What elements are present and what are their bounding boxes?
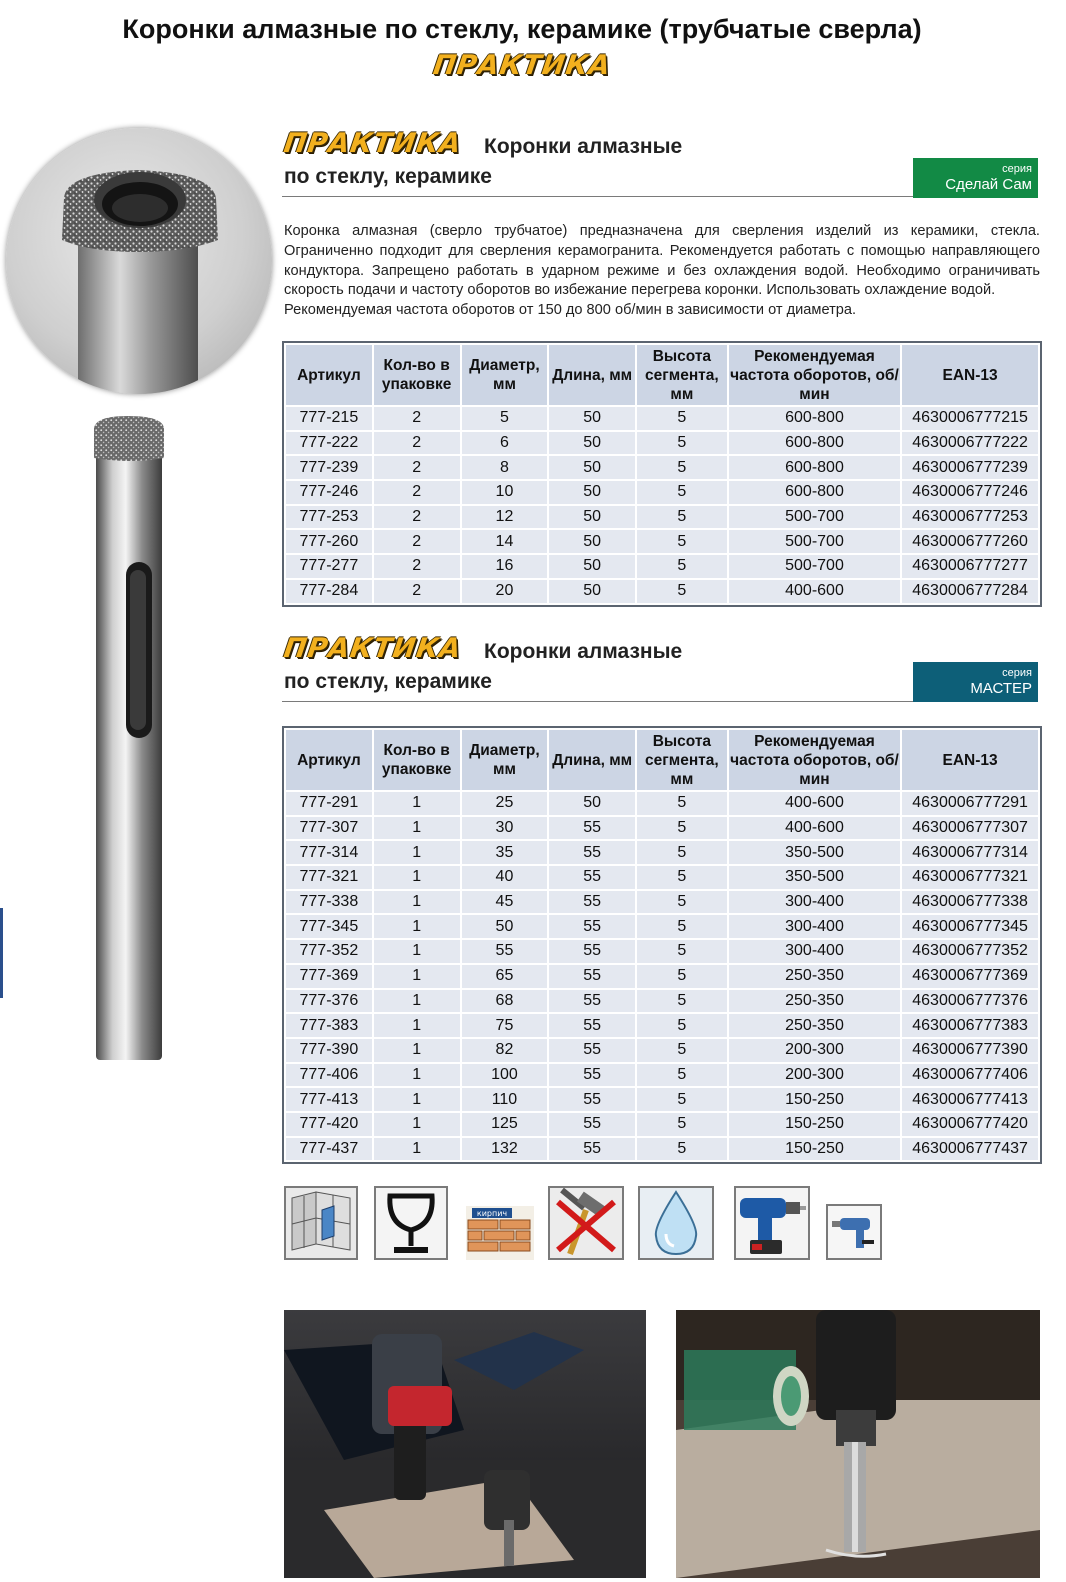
table-cell: 4630006777352 <box>901 939 1039 964</box>
table-row <box>285 939 1039 964</box>
column-header: Высота сегмента, мм <box>636 344 728 406</box>
table-cell: 4630006777291 <box>901 791 1039 816</box>
table-cell: 777-314 <box>285 840 373 865</box>
table-cell: 5 <box>636 791 728 816</box>
table-cell: 2 <box>373 529 461 554</box>
table-cell: 200-300 <box>728 1063 901 1088</box>
table-cell: 40 <box>461 865 549 890</box>
table-cell: 2 <box>373 431 461 456</box>
table-cell: 12 <box>461 505 549 530</box>
table-cell: 5 <box>636 529 728 554</box>
column-header: Диаметр, мм <box>461 729 549 791</box>
table-cell: 500-700 <box>728 529 901 554</box>
table-cell: 55 <box>548 939 636 964</box>
drill-tip-closeup-photo <box>6 128 272 394</box>
section2-brand-logo: ПРАКТИКА <box>281 633 464 664</box>
brick-icon <box>466 1206 534 1260</box>
cordless-drill-icon <box>734 1186 810 1260</box>
table-cell: 777-345 <box>285 914 373 939</box>
table-cell: 2 <box>373 455 461 480</box>
table-cell: 2 <box>373 554 461 579</box>
table-cell: 50 <box>548 791 636 816</box>
product-description <box>284 222 1040 321</box>
table-cell: 1 <box>373 1013 461 1038</box>
table-cell: 4630006777321 <box>901 865 1039 890</box>
table-row <box>285 1063 1039 1088</box>
glass-icon <box>374 1186 448 1260</box>
table-cell: 5 <box>636 1087 728 1112</box>
table-cell: 600-800 <box>728 455 901 480</box>
brand-logo: ПРАКТИКА <box>431 50 613 81</box>
table-row <box>285 431 1039 456</box>
table-cell: 1 <box>373 914 461 939</box>
table-cell: 5 <box>636 914 728 939</box>
table-cell: 50 <box>461 914 549 939</box>
table-cell: 600-800 <box>728 431 901 456</box>
table-cell: 55 <box>548 1112 636 1137</box>
table-cell: 400-600 <box>728 816 901 841</box>
column-header: Кол-во в упаковке <box>373 729 461 791</box>
table-cell: 5 <box>636 579 728 604</box>
table-cell: 5 <box>636 1013 728 1038</box>
table-cell: 4630006777215 <box>901 406 1039 431</box>
table-cell: 125 <box>461 1112 549 1137</box>
table-cell: 777-352 <box>285 939 373 964</box>
table-cell: 4630006777222 <box>901 431 1039 456</box>
table-cell: 50 <box>548 505 636 530</box>
table-row <box>285 816 1039 841</box>
table-cell: 5 <box>636 964 728 989</box>
section2-title-line2: по стеклу, керамике <box>284 670 492 693</box>
table-cell: 777-246 <box>285 480 373 505</box>
table-cell: 5 <box>636 406 728 431</box>
table-cell: 55 <box>548 914 636 939</box>
table-cell: 1 <box>373 865 461 890</box>
page-title: Коронки алмазные по стеклу, керамике (трубчатые сверла) <box>122 14 922 44</box>
table-cell: 150-250 <box>728 1087 901 1112</box>
no-hammer-icon <box>548 1186 624 1260</box>
table-cell: 777-277 <box>285 554 373 579</box>
description-paragraph: Рекомендуемая частота оборотов от 150 до 800 об/мин в зависимости от диаметра. <box>284 302 857 319</box>
table-cell: 4630006777345 <box>901 914 1039 939</box>
table-cell: 110 <box>461 1087 549 1112</box>
column-header: Артикул <box>285 729 373 791</box>
table-cell: 55 <box>548 1137 636 1162</box>
table-cell: 1 <box>373 939 461 964</box>
table-cell: 777-222 <box>285 431 373 456</box>
table-cell: 4630006777406 <box>901 1063 1039 1088</box>
table-cell: 250-350 <box>728 989 901 1014</box>
table-cell: 55 <box>548 840 636 865</box>
table-cell: 75 <box>461 1013 549 1038</box>
table-row <box>285 1087 1039 1112</box>
table-cell: 2 <box>373 406 461 431</box>
table-cell: 5 <box>636 455 728 480</box>
drilling-photo-right <box>676 1310 1040 1578</box>
table-cell: 1 <box>373 1063 461 1088</box>
table-cell: 1 <box>373 989 461 1014</box>
table-cell: 500-700 <box>728 505 901 530</box>
table-cell: 777-406 <box>285 1063 373 1088</box>
table-cell: 600-800 <box>728 480 901 505</box>
section1-title-line1: Коронки алмазные <box>484 135 683 158</box>
table-cell: 1 <box>373 1087 461 1112</box>
side-marker <box>0 908 3 998</box>
table-cell: 16 <box>461 554 549 579</box>
section1-brand-logo: ПРАКТИКА <box>281 128 464 159</box>
table-cell: 55 <box>548 1013 636 1038</box>
table-cell: 350-500 <box>728 865 901 890</box>
table-cell: 1 <box>373 964 461 989</box>
section1-divider <box>282 196 916 197</box>
table-cell: 777-420 <box>285 1112 373 1137</box>
table-cell: 5 <box>636 554 728 579</box>
spec-table-master <box>284 728 1040 1162</box>
column-header: EAN-13 <box>901 729 1039 791</box>
table-cell: 1 <box>373 890 461 915</box>
table-cell: 55 <box>548 1038 636 1063</box>
column-header: Длина, мм <box>548 344 636 406</box>
table-cell: 777-253 <box>285 505 373 530</box>
table-row <box>285 840 1039 865</box>
table-cell: 2 <box>373 579 461 604</box>
table-cell: 250-350 <box>728 1013 901 1038</box>
table-row <box>285 1137 1039 1162</box>
table-cell: 20 <box>461 579 549 604</box>
section2-divider <box>282 701 916 702</box>
table-cell: 5 <box>636 865 728 890</box>
table-cell: 400-600 <box>728 791 901 816</box>
table-cell: 350-500 <box>728 840 901 865</box>
table-cell: 5 <box>636 890 728 915</box>
column-header: Рекомендуемая частота оборотов, об/мин <box>728 344 901 406</box>
table-cell: 25 <box>461 791 549 816</box>
table-cell: 5 <box>636 431 728 456</box>
table-cell: 400-600 <box>728 579 901 604</box>
column-header: EAN-13 <box>901 344 1039 406</box>
series-name: Сделай Сам <box>945 176 1032 193</box>
table-row <box>285 455 1039 480</box>
table-cell: 600-800 <box>728 406 901 431</box>
table-cell: 300-400 <box>728 890 901 915</box>
table-row <box>285 1038 1039 1063</box>
table-cell: 50 <box>548 406 636 431</box>
table-cell: 1 <box>373 816 461 841</box>
table-cell: 65 <box>461 964 549 989</box>
table-cell: 1 <box>373 1112 461 1137</box>
table-cell: 132 <box>461 1137 549 1162</box>
column-header: Диаметр, мм <box>461 344 549 406</box>
table-cell: 777-383 <box>285 1013 373 1038</box>
table-cell: 55 <box>548 964 636 989</box>
section2-title-line1: Коронки алмазные <box>484 640 683 663</box>
series-label: серия <box>1002 163 1032 175</box>
table-cell: 150-250 <box>728 1137 901 1162</box>
section1-title-line2: по стеклу, керамике <box>284 165 492 188</box>
table-row <box>285 865 1039 890</box>
table-cell: 4630006777277 <box>901 554 1039 579</box>
table-cell: 50 <box>548 529 636 554</box>
table-cell: 82 <box>461 1038 549 1063</box>
table-cell: 2 <box>373 505 461 530</box>
table-cell: 4630006777390 <box>901 1038 1039 1063</box>
table-row <box>285 989 1039 1014</box>
table-cell: 55 <box>548 1063 636 1088</box>
series-label: серия <box>1002 667 1032 679</box>
table-cell: 300-400 <box>728 914 901 939</box>
table-cell: 4630006777437 <box>901 1137 1039 1162</box>
table-cell: 4630006777260 <box>901 529 1039 554</box>
table-cell: 777-284 <box>285 579 373 604</box>
table-cell: 5 <box>636 1038 728 1063</box>
table-cell: 4630006777284 <box>901 579 1039 604</box>
table-cell: 4630006777314 <box>901 840 1039 865</box>
column-header: Артикул <box>285 344 373 406</box>
table-cell: 4630006777307 <box>901 816 1039 841</box>
table-row <box>285 890 1039 915</box>
table-cell: 50 <box>548 431 636 456</box>
series-badge-master <box>913 662 1038 702</box>
table-cell: 1 <box>373 791 461 816</box>
table-cell: 4630006777383 <box>901 1013 1039 1038</box>
table-cell: 1 <box>373 840 461 865</box>
table-cell: 5 <box>636 939 728 964</box>
table-cell: 777-376 <box>285 989 373 1014</box>
table-cell: 55 <box>548 890 636 915</box>
table-cell: 200-300 <box>728 1038 901 1063</box>
table-cell: 4630006777338 <box>901 890 1039 915</box>
table-cell: 4630006777239 <box>901 455 1039 480</box>
table-cell: 777-369 <box>285 964 373 989</box>
table-cell: 14 <box>461 529 549 554</box>
column-header: Длина, мм <box>548 729 636 791</box>
table-cell: 500-700 <box>728 554 901 579</box>
table-row <box>285 529 1039 554</box>
table-row <box>285 579 1039 604</box>
table-cell: 5 <box>461 406 549 431</box>
table-row <box>285 554 1039 579</box>
table-row <box>285 914 1039 939</box>
table-cell: 777-413 <box>285 1087 373 1112</box>
table-cell: 2 <box>373 480 461 505</box>
table-cell: 777-437 <box>285 1137 373 1162</box>
table-cell: 250-350 <box>728 964 901 989</box>
table-cell: 5 <box>636 1063 728 1088</box>
table-cell: 4630006777369 <box>901 964 1039 989</box>
table-cell: 55 <box>548 1087 636 1112</box>
table-cell: 4630006777246 <box>901 480 1039 505</box>
table-cell: 777-239 <box>285 455 373 480</box>
table-cell: 50 <box>548 554 636 579</box>
table-cell: 50 <box>548 480 636 505</box>
table-cell: 1 <box>373 1137 461 1162</box>
table-cell: 4630006777413 <box>901 1087 1039 1112</box>
table-cell: 30 <box>461 816 549 841</box>
series-badge-diy <box>913 158 1038 198</box>
table-cell: 777-307 <box>285 816 373 841</box>
table-header-row <box>285 344 1039 406</box>
tile-icon <box>284 1186 358 1260</box>
table-cell: 150-250 <box>728 1112 901 1137</box>
description-paragraph: Коронка алмазная (сверло трубчатое) предназначена для сверления изделий из керамики, стекла. Ограниченно подходит для сверления керамогранита. Рекомендуется работать с помощью направляющего кондуктора. Запрещено работать в ударном режиме и без охлаждения водой. Необходимо ограничивать скорость подачи и частоту оборотов во избежание перегрева коронки. Использовать охлаждение водой. <box>284 223 1040 299</box>
table-cell: 68 <box>461 989 549 1014</box>
table-row <box>285 1112 1039 1137</box>
table-cell: 1 <box>373 1038 461 1063</box>
table-cell: 777-291 <box>285 791 373 816</box>
table-cell: 50 <box>548 455 636 480</box>
table-cell: 55 <box>548 989 636 1014</box>
table-row <box>285 964 1039 989</box>
table-row <box>285 480 1039 505</box>
table-cell: 777-215 <box>285 406 373 431</box>
table-cell: 4630006777420 <box>901 1112 1039 1137</box>
column-header: Высота сегмента, мм <box>636 729 728 791</box>
table-cell: 4630006777376 <box>901 989 1039 1014</box>
table-row <box>285 505 1039 530</box>
table-cell: 5 <box>636 505 728 530</box>
table-cell: 5 <box>636 989 728 1014</box>
table-cell: 55 <box>548 865 636 890</box>
table-cell: 55 <box>548 816 636 841</box>
table-cell: 10 <box>461 480 549 505</box>
table-cell: 5 <box>636 816 728 841</box>
drilling-photo-left <box>284 1310 646 1578</box>
table-row <box>285 791 1039 816</box>
table-cell: 5 <box>636 840 728 865</box>
table-cell: 35 <box>461 840 549 865</box>
table-row <box>285 406 1039 431</box>
table-cell: 777-321 <box>285 865 373 890</box>
table-cell: 777-338 <box>285 890 373 915</box>
corded-drill-icon <box>826 1204 882 1260</box>
table-cell: 100 <box>461 1063 549 1088</box>
drill-bit-photo <box>90 414 170 1062</box>
brick-label: кирпич <box>476 1209 508 1218</box>
table-cell: 6 <box>461 431 549 456</box>
table-header-row <box>285 729 1039 791</box>
table-cell: 50 <box>548 579 636 604</box>
table-cell: 5 <box>636 1112 728 1137</box>
table-cell: 5 <box>636 1137 728 1162</box>
table-cell: 300-400 <box>728 939 901 964</box>
table-cell: 777-390 <box>285 1038 373 1063</box>
column-header: Кол-во в упаковке <box>373 344 461 406</box>
series-name: МАСТЕР <box>970 680 1032 697</box>
table-cell: 4630006777253 <box>901 505 1039 530</box>
water-drop-icon <box>638 1186 714 1260</box>
table-cell: 8 <box>461 455 549 480</box>
table-cell: 55 <box>461 939 549 964</box>
table-cell: 777-260 <box>285 529 373 554</box>
table-row <box>285 1013 1039 1038</box>
table-cell: 5 <box>636 480 728 505</box>
table-cell: 45 <box>461 890 549 915</box>
spec-table-diy <box>284 343 1040 605</box>
column-header: Рекомендуемая частота оборотов, об/мин <box>728 729 901 791</box>
